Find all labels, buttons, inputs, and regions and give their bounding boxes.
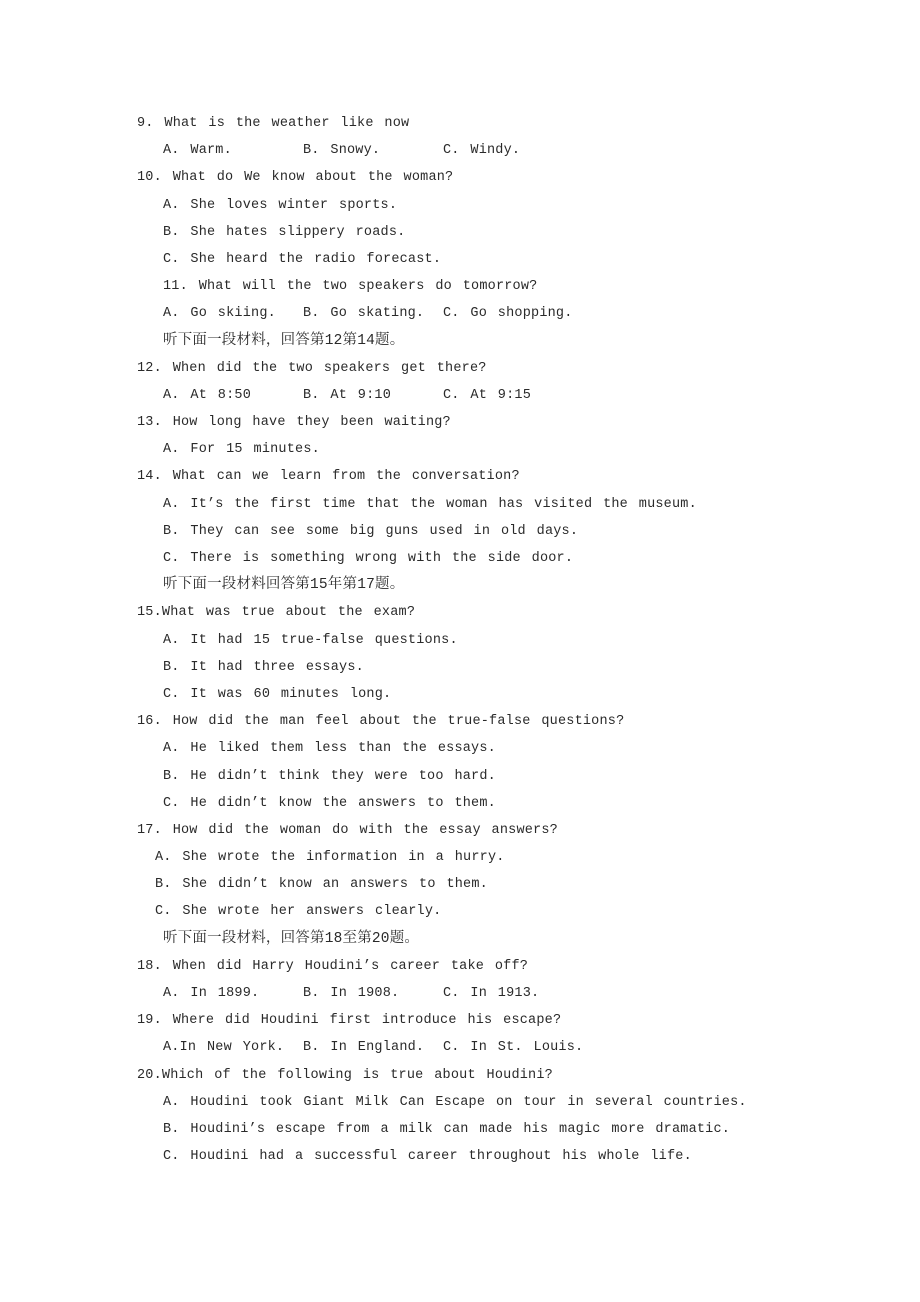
option-cell: B. In England.	[303, 1040, 425, 1056]
question-line: 9. What is the weather like now	[137, 116, 410, 131]
option-line: C. Houdini had a successful career throughout his whole life.	[163, 1149, 692, 1165]
option-line: B. He didn’t think they were too hard.	[163, 768, 496, 784]
option-line: A. For 15 minutes.	[163, 442, 320, 458]
narration-line: 听下面一段材料，回答第18至第20题。	[163, 930, 420, 947]
option-cell: B. Snowy.	[303, 143, 381, 159]
option-cell: A.In New York.	[163, 1040, 285, 1056]
question-line: 12. When did the two speakers get there?	[137, 360, 487, 376]
option-line: C. She wrote her answers clearly.	[155, 904, 442, 920]
options-row	[0, 382, 920, 409]
option-line: B. It had three essays.	[163, 659, 364, 675]
question-line: 10. What do We know about the woman?	[137, 170, 454, 186]
narration-line: 听下面一段材料回答第15年第17题。	[163, 577, 405, 594]
option-line: B. She hates slippery roads.	[163, 224, 406, 240]
question-line: 11. What will the two speakers do tomorrow?	[163, 279, 538, 295]
option-cell: C. In 1913.	[443, 986, 540, 1001]
option-cell: B. In 1908.	[303, 986, 400, 1001]
option-cell: A. Warm.	[163, 143, 232, 159]
option-line: A. It’s the first time that the woman has visited the museum.	[163, 496, 697, 512]
option-line: A. Houdini took Giant Milk Can Escape on tour in several countries.	[163, 1094, 747, 1110]
question-line: 13. How long have they been waiting?	[137, 415, 451, 431]
options-row	[0, 980, 920, 1007]
options-row	[0, 1034, 920, 1061]
option-line: C. He didn’t know the answers to them.	[163, 795, 496, 811]
question-line: 15.What was true about the exam?	[137, 605, 416, 621]
option-cell: B. Go skating.	[303, 306, 425, 322]
option-cell: C. At 9:15	[443, 387, 532, 403]
question-line: 16. How did the man feel about the true-false questions?	[137, 714, 625, 730]
document-lines	[0, 110, 920, 1170]
option-line: A. It had 15 true-false questions.	[163, 632, 458, 648]
question-line: 18. When did Harry Houdini’s career take off?	[137, 958, 529, 974]
option-cell: B. At 9:10	[303, 387, 392, 403]
option-line: C. There is something wrong with the side door.	[163, 551, 574, 566]
option-cell: C. In St. Louis.	[443, 1040, 584, 1056]
document-page	[0, 110, 920, 1170]
option-line: C. It was 60 minutes long.	[163, 686, 392, 702]
option-line: A. She loves winter sports.	[163, 197, 398, 213]
option-line: A. She wrote the information in a hurry.	[155, 850, 505, 866]
option-line: B. They can see some big guns used in old days.	[163, 523, 579, 539]
options-row	[0, 300, 920, 327]
narration-line: 听下面一段材料，回答第12第14题。	[163, 332, 405, 349]
question-line: 19. Where did Houdini first introduce his escape?	[137, 1013, 562, 1029]
question-line: 20.Which of the following is true about Houdini?	[137, 1067, 553, 1083]
option-line: A. He liked them less than the essays.	[163, 741, 496, 757]
option-cell: A. Go skiing.	[163, 306, 276, 322]
options-row	[0, 137, 920, 164]
option-line: B. She didn’t know an answers to them.	[155, 877, 488, 893]
option-line: B. Houdini’s escape from a milk can made his magic more dramatic.	[163, 1121, 731, 1137]
question-line: 17. How did the woman do with the essay answers?	[137, 822, 558, 838]
option-cell: A. At 8:50	[163, 387, 252, 403]
option-cell: A. In 1899.	[163, 986, 260, 1001]
option-cell: C. Go shopping.	[443, 306, 573, 322]
question-line: 14. What can we learn from the conversation?	[137, 469, 520, 485]
option-line: C. She heard the radio forecast.	[163, 251, 442, 267]
option-cell: C. Windy.	[443, 143, 521, 159]
